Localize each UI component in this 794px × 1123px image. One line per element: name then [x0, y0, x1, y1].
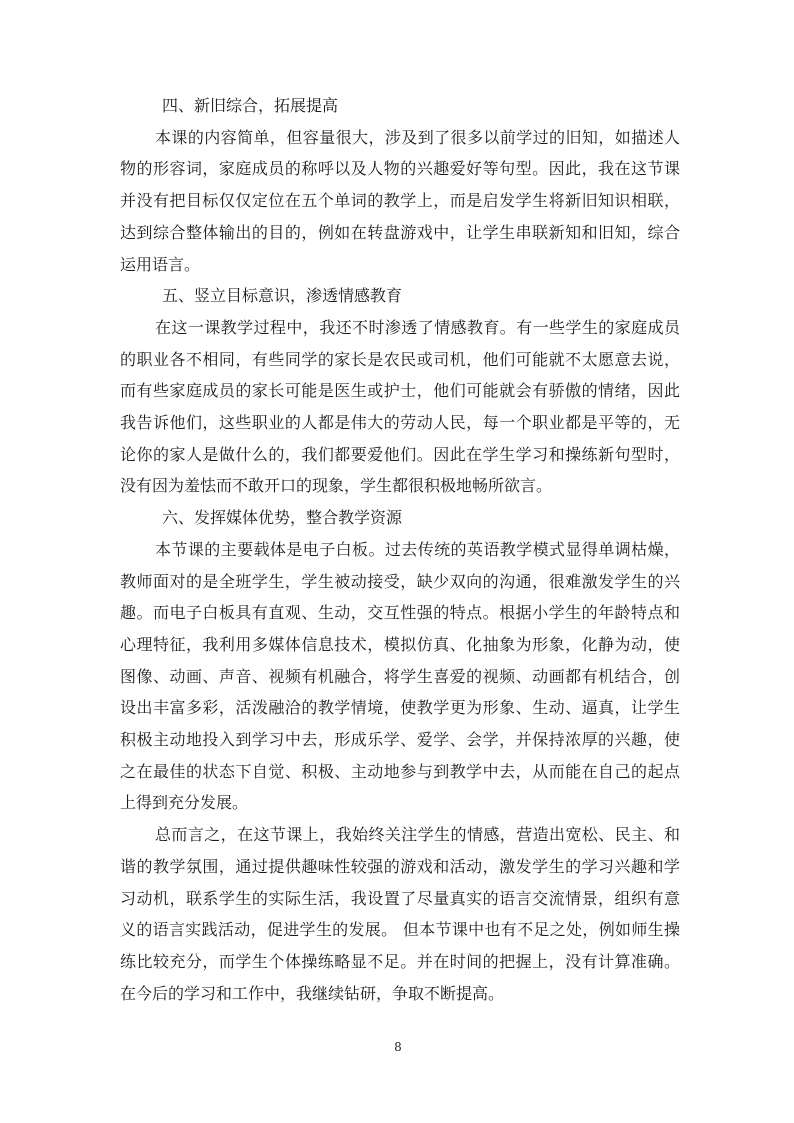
page-number: 8 — [394, 1040, 402, 1054]
paragraph-line: 运用语言。 — [120, 255, 201, 274]
paragraph-line: 没有因为羞怯而不敢开口的现象，学生都很积极地畅所欲言。 — [120, 476, 553, 495]
paragraph-line: 图像、动画、声音、视频有机融合，将学生喜爱的视频、动画都有机结合，创 — [120, 667, 680, 686]
paragraph-line: 物的形容词，家庭成员的称呼以及人物的兴趣爱好等句型。因此，我在这节课 — [120, 159, 680, 178]
paragraph-line: 积极主动地投入到学习中去，形成乐学、爱学、会学，并保持浓厚的兴趣，使 — [120, 730, 680, 749]
paragraph-line: 义的语言实践活动，促进学生的发展。 但本节课中也有不足之处，例如师生操 — [120, 920, 680, 939]
paragraph-line: 在今后的学习和工作中，我继续钻研，争取不断提高。 — [120, 984, 505, 1003]
paragraph-line: 在这一课教学过程中，我还不时渗透了情感教育。有一些学生的家庭成员 — [155, 318, 680, 337]
paragraph-line: 的职业各不相同，有些同学的家长是农民或司机，他们可能就不太愿意去说， — [120, 350, 680, 369]
paragraph-line: 心理特征，我利用多媒体信息技术，模拟仿真、化抽象为形象，化静为动，使 — [120, 635, 680, 654]
paragraph-line: 谐的教学氛围，通过提供趣味性较强的游戏和活动，激发学生的学习兴趣和学 — [120, 857, 680, 876]
paragraph-line: 趣。而电子白板具有直观、生动，交互性强的特点。根据小学生的年龄特点和 — [120, 603, 680, 622]
paragraph-line: 而有些家庭成员的家长可能是医生或护士，他们可能就会有骄傲的情绪，因此 — [120, 381, 680, 400]
paragraph-line: 本节课的主要载体是电子白板。过去传统的英语教学模式显得单调枯燥， — [155, 540, 680, 559]
section-heading: 五、竖立目标意识，渗透情感教育 — [162, 286, 403, 305]
paragraph-line: 论你的家人是做什么的，我们都要爱他们。因此在学生学习和操练新句型时， — [120, 445, 680, 464]
paragraph-line: 我告诉他们，这些职业的人都是伟大的劳动人民，每一个职业都是平等的，无 — [120, 413, 680, 432]
paragraph-line: 并没有把目标仅仅定位在五个单词的教学上，而是启发学生将新旧知识相联， — [120, 191, 680, 210]
paragraph-line: 本课的内容简单，但容量很大，涉及到了很多以前学过的旧知，如描述人 — [155, 128, 680, 147]
paragraph-line: 达到综合整体输出的目的，例如在转盘游戏中，让学生串联新知和旧知，综合 — [120, 223, 680, 242]
paragraph-line: 习动机，联系学生的实际生活，我设置了尽量真实的语言交流情景，组织有意 — [120, 889, 680, 908]
paragraph-line: 练比较充分，而学生个体操练略显不足。并在时间的把握上，没有计算准确。 — [120, 952, 680, 971]
paragraph-line: 设出丰富多彩，活泼融洽的教学情境，使教学更为形象、生动、逼真，让学生 — [120, 698, 680, 717]
paragraph-line: 总而言之，在这节课上，我始终关注学生的情感，营造出宽松、民主、和 — [155, 825, 680, 844]
paragraph-line: 之在最佳的状态下自觉、积极、主动地参与到教学中去，从而能在自己的起点 — [120, 762, 680, 781]
paragraph-line: 上得到充分发展。 — [120, 793, 249, 812]
paragraph-line: 教师面对的是全班学生，学生被动接受，缺少双向的沟通，很难激发学生的兴 — [120, 572, 680, 591]
section-heading: 六、发挥媒体优势，整合教学资源 — [162, 508, 403, 527]
section-heading: 四、新旧综合，拓展提高 — [162, 96, 339, 115]
